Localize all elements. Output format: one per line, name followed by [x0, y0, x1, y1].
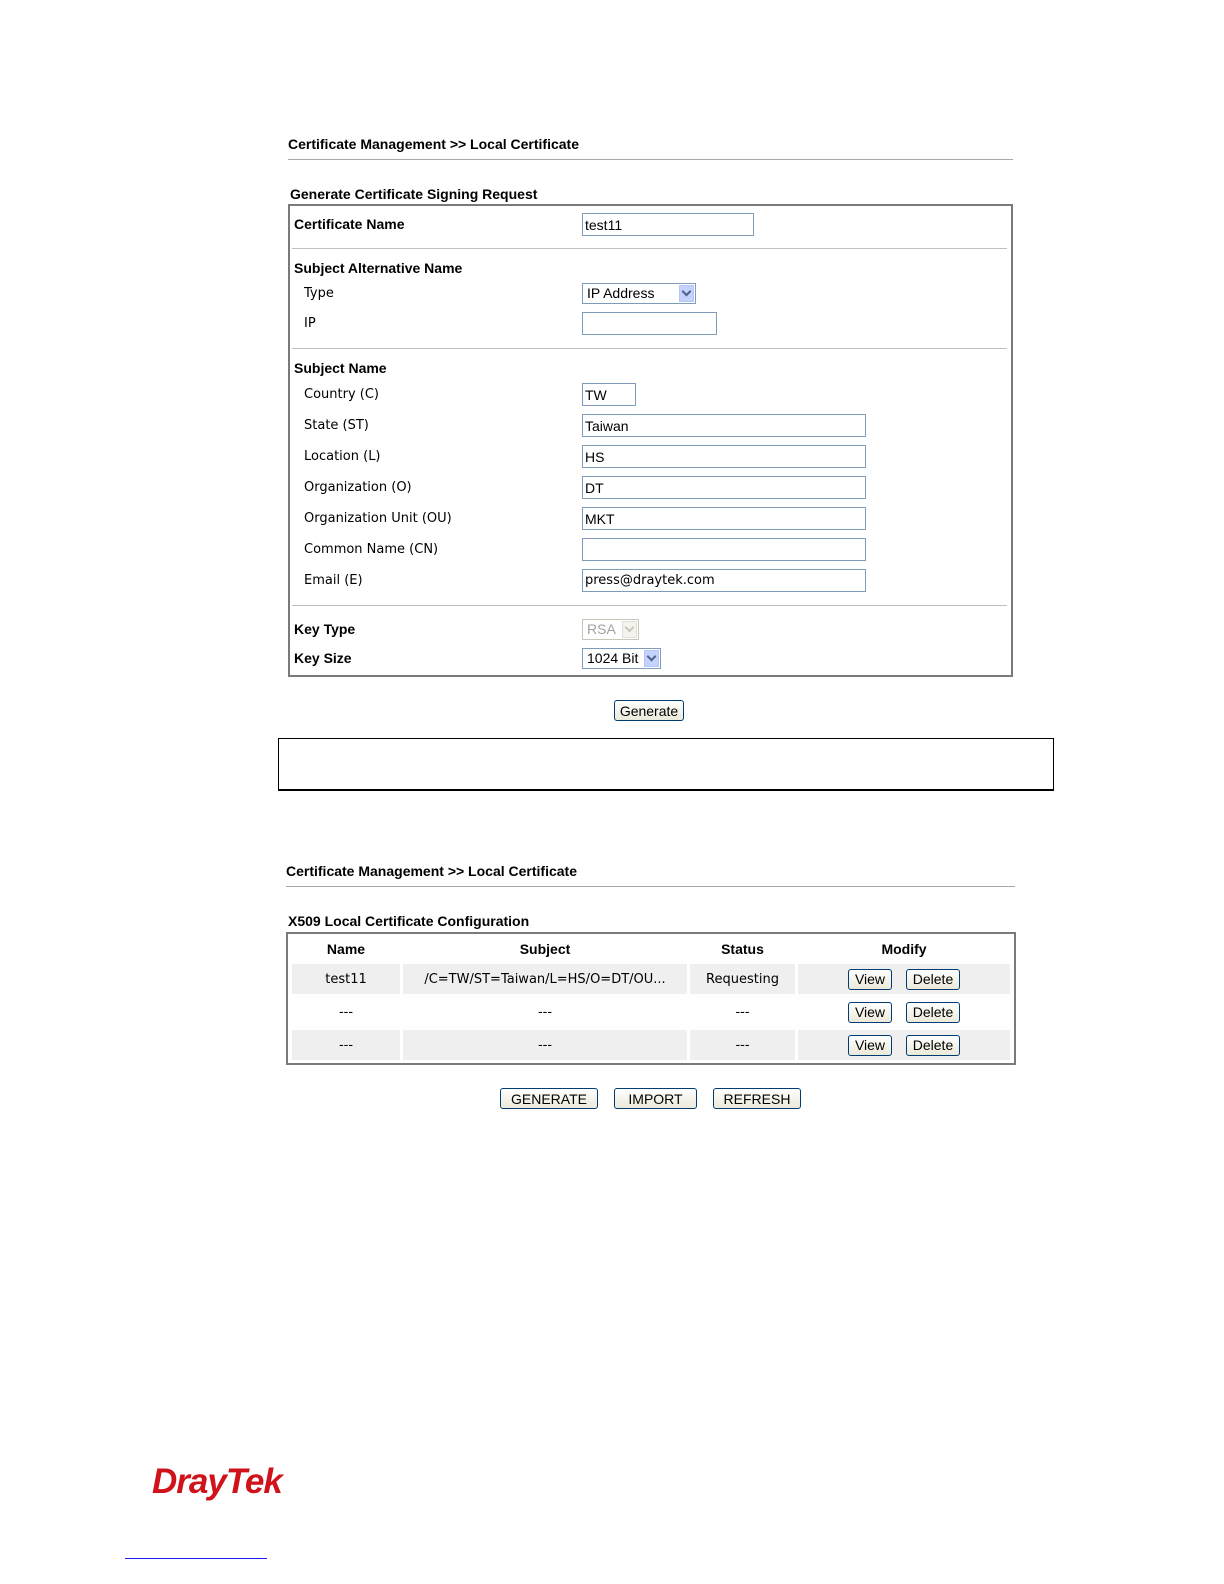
table-row: [292, 1030, 1010, 1060]
chevron-down-icon: [644, 650, 659, 667]
cell-name: ---: [292, 1030, 400, 1060]
key-type-select: [582, 619, 639, 640]
key-size-label: Key Size: [294, 650, 352, 666]
key-size-select[interactable]: [582, 648, 661, 669]
generate-certificate-button[interactable]: GENERATE: [500, 1088, 598, 1109]
table-row: [292, 997, 1010, 1027]
key-type-label: Key Type: [294, 621, 356, 637]
common-name-input[interactable]: [582, 538, 866, 561]
divider: [292, 605, 1007, 606]
draytek-logo: DrayTek: [152, 1462, 282, 1501]
view-button[interactable]: View: [848, 1035, 892, 1056]
type-label: Type: [304, 286, 334, 301]
cell-name: ---: [338, 1004, 354, 1020]
section-title: X509 Local Certificate Configuration: [288, 913, 530, 929]
import-button[interactable]: IMPORT: [614, 1088, 697, 1109]
cell-modify: [798, 1030, 1010, 1060]
location-label: Location (L): [304, 449, 381, 464]
divider: [292, 248, 1007, 249]
ip-label: IP: [304, 316, 316, 331]
key-type-value: RSA: [587, 621, 616, 637]
cell-status: ---: [735, 1004, 750, 1020]
common-name-label: Common Name (CN): [304, 542, 439, 557]
key-size-value: 1024 Bit: [587, 650, 639, 666]
cell-subject: /C=TW/ST=Taiwan/L=HS/O=DT/OU...: [403, 964, 687, 994]
ip-input[interactable]: [582, 312, 717, 335]
email-input[interactable]: press@draytek.com: [582, 569, 866, 592]
email-label: Email (E): [304, 573, 363, 588]
table-row: [292, 964, 1010, 994]
delete-button[interactable]: Delete: [906, 969, 960, 990]
cell-status: Requesting: [690, 964, 795, 994]
type-select[interactable]: [582, 283, 696, 304]
column-header-status: Status: [721, 941, 764, 957]
divider: [292, 348, 1007, 349]
section-title: Generate Certificate Signing Request: [290, 186, 538, 202]
organization-unit-input[interactable]: MKT: [582, 507, 866, 530]
organization-unit-label: Organization Unit (OU): [304, 511, 452, 526]
delete-button[interactable]: Delete: [906, 1035, 960, 1056]
san-heading: Subject Alternative Name: [294, 260, 463, 276]
cell-status: ---: [690, 1030, 795, 1060]
generate-button[interactable]: Generate: [614, 700, 684, 721]
title-divider: [286, 886, 1015, 887]
page-title: Certificate Management >> Local Certificate: [286, 863, 577, 879]
cell-subject: ---: [537, 1004, 553, 1020]
state-input[interactable]: Taiwan: [582, 414, 866, 437]
cell-modify: [798, 997, 1010, 1027]
footer-rule: [125, 1558, 267, 1559]
page-title: Certificate Management >> Local Certificate: [288, 136, 579, 152]
delete-button[interactable]: Delete: [906, 1002, 960, 1023]
cell-modify: [798, 964, 1010, 994]
country-label: Country (C): [304, 387, 379, 402]
certificate-name-input[interactable]: test11: [582, 213, 754, 236]
column-header-name: Name: [326, 941, 366, 957]
view-button[interactable]: View: [848, 1002, 892, 1023]
organization-input[interactable]: DT: [582, 476, 866, 499]
column-header-subject: Subject: [519, 941, 571, 957]
view-button[interactable]: View: [848, 969, 892, 990]
certificate-table: [289, 934, 1013, 1063]
screenshot-frame: [278, 738, 1054, 791]
subject-heading: Subject Name: [294, 360, 387, 376]
state-label: State (ST): [304, 418, 369, 433]
title-divider: [288, 159, 1013, 160]
type-select-value: IP Address: [587, 285, 655, 301]
location-input[interactable]: HS: [582, 445, 866, 468]
refresh-button[interactable]: REFRESH: [713, 1088, 801, 1109]
chevron-down-icon: [622, 621, 637, 638]
cell-subject: ---: [403, 1030, 687, 1060]
certificate-name-label: Certificate Name: [294, 216, 405, 232]
chevron-down-icon: [679, 285, 694, 302]
country-input[interactable]: TW: [582, 383, 636, 406]
cell-name: test11: [292, 964, 400, 994]
column-header-modify: Modify: [881, 941, 927, 957]
organization-label: Organization (O): [304, 480, 412, 495]
